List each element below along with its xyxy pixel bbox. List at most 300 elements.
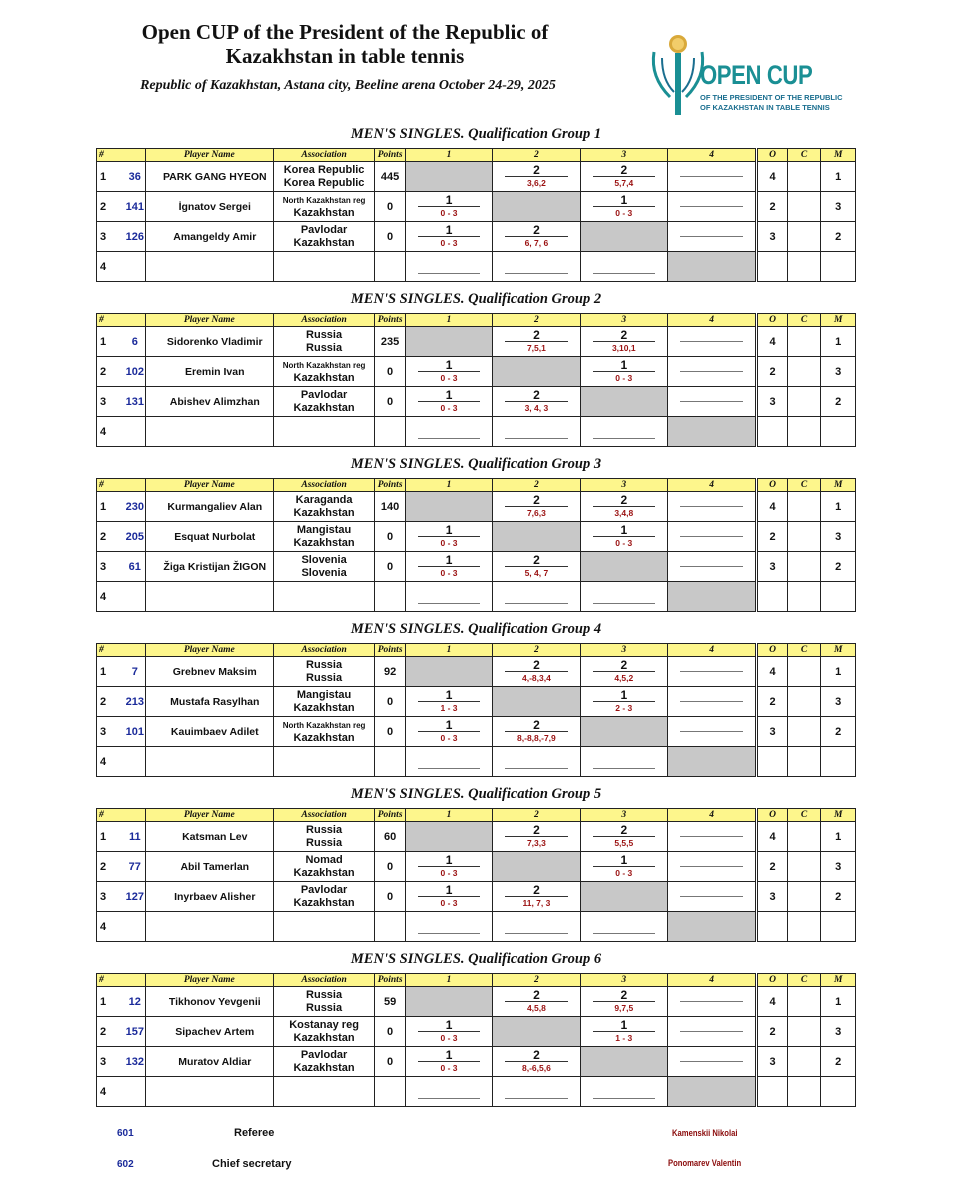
match-set-scores: 4,5,2 (614, 673, 634, 683)
table-row (97, 747, 856, 777)
match-winner-score: 1 (418, 524, 480, 537)
association-country: Kazakhstan (293, 896, 355, 909)
empty-result (667, 522, 756, 552)
table-row (97, 852, 856, 882)
player-position: 3 (97, 882, 146, 912)
player-name: Sipachev Artem (175, 1025, 255, 1038)
match-set-scores: 5, 4, 7 (524, 568, 549, 578)
player-c (787, 717, 821, 747)
player-o (757, 747, 787, 777)
self-cell (580, 387, 667, 417)
col-4: 4 (667, 479, 756, 492)
match-set-scores: 3, 4, 3 (524, 403, 549, 413)
match-set-scores: 0 - 3 (440, 733, 458, 743)
player-o: 3 (757, 387, 787, 417)
player-cell (125, 192, 273, 222)
col-association: Association (273, 479, 375, 492)
player-c (787, 522, 821, 552)
player-c (787, 492, 821, 522)
self-cell (405, 492, 492, 522)
association-cell (273, 1047, 375, 1077)
match-winner-score: 2 (505, 659, 567, 672)
match-winner-score: 1 (418, 719, 480, 732)
match-set-scores: 0 - 3 (615, 868, 633, 878)
match-set-scores: 2 - 3 (615, 703, 633, 713)
player-position: 4 (97, 417, 146, 447)
association-region: North Kazakhstan reg (282, 360, 366, 370)
self-cell (405, 162, 492, 192)
player-o (757, 417, 787, 447)
player-m: 3 (821, 192, 856, 222)
player-name: Katsman Lev (182, 830, 248, 843)
col-4: 4 (667, 974, 756, 987)
col-num: # (97, 974, 146, 987)
empty-result (667, 327, 756, 357)
empty-result (667, 717, 756, 747)
player-o (757, 1077, 787, 1107)
col-points: Points (375, 974, 405, 987)
player-points (375, 912, 405, 942)
player-points: 0 (375, 192, 405, 222)
match-result (405, 687, 492, 717)
empty-result (667, 492, 756, 522)
referee-number: 601 (117, 1128, 134, 1139)
player-o: 2 (757, 852, 787, 882)
association-country: Kazakhstan (293, 536, 355, 549)
match-set-scores: 0 - 3 (440, 373, 458, 383)
match-set-scores: 9,7,5 (614, 1003, 634, 1013)
col-o: O (757, 314, 787, 327)
match-set-scores: 3,6,2 (526, 178, 546, 188)
match-set-scores: 0 - 3 (440, 538, 458, 548)
association-country: Russia (306, 836, 343, 849)
table-row (97, 327, 856, 357)
player-m: 3 (821, 1017, 856, 1047)
match-winner-score: 1 (418, 359, 480, 372)
self-cell (493, 852, 580, 882)
player-position: 4 (97, 747, 146, 777)
match-set-scores: 0 - 3 (440, 868, 458, 878)
match-set-scores: 11, 7, 3 (522, 898, 551, 908)
player-seed: 132 (125, 1055, 144, 1068)
player-points: 0 (375, 687, 405, 717)
player-position: 4 (97, 252, 146, 282)
player-position: 2 (97, 357, 146, 387)
match-set-scores: 4,-8,3,4 (521, 673, 551, 683)
match-set-scores: 0 - 3 (440, 208, 458, 218)
association-cell (273, 252, 375, 282)
col-2: 2 (493, 809, 580, 822)
table-row (97, 822, 856, 852)
col-3: 3 (580, 149, 667, 162)
match-result (493, 822, 580, 852)
player-o: 4 (757, 327, 787, 357)
match-result (405, 522, 492, 552)
player-name: Grebnev Maksim (172, 665, 257, 678)
association-country: Kazakhstan (293, 206, 355, 219)
table-row (97, 882, 856, 912)
association-region: Nomad (305, 853, 343, 866)
player-points: 0 (375, 357, 405, 387)
player-seed: 157 (125, 1025, 144, 1038)
player-c (787, 882, 821, 912)
match-winner-score: 1 (418, 554, 480, 567)
match-winner-score: 1 (418, 224, 480, 237)
association-cell (273, 492, 375, 522)
table-header (97, 809, 856, 822)
player-o: 2 (757, 522, 787, 552)
association-region: Mangistau (296, 523, 352, 536)
empty-result (667, 1017, 756, 1047)
player-m: 1 (821, 822, 856, 852)
player-o: 3 (757, 552, 787, 582)
match-set-scores: 8,-8,8,-7,9 (517, 733, 556, 743)
group-table (96, 478, 856, 612)
association-cell (273, 987, 375, 1017)
match-set-scores: 0 - 3 (615, 538, 633, 548)
match-result (580, 687, 667, 717)
player-name: Abil Tamerlan (180, 860, 250, 873)
empty-result (667, 852, 756, 882)
self-cell (493, 1017, 580, 1047)
empty-result (493, 1077, 580, 1107)
col-2: 2 (493, 314, 580, 327)
match-set-scores: 1 - 3 (615, 1033, 633, 1043)
secretary-label: Chief secretary (212, 1158, 292, 1170)
group-title: MEN'S SINGLES. Qualification Group 1 (350, 126, 602, 142)
match-result (493, 552, 580, 582)
empty-result (667, 882, 756, 912)
association-region: North Kazakhstan reg (282, 720, 366, 730)
player-c (787, 327, 821, 357)
self-cell (667, 417, 756, 447)
player-cell (145, 582, 273, 612)
player-position: 4 (97, 582, 146, 612)
col-association: Association (273, 809, 375, 822)
association-cell (273, 162, 375, 192)
player-position: 1 (97, 822, 146, 852)
self-cell (580, 222, 667, 252)
match-winner-score: 2 (505, 224, 567, 237)
col-m: M (821, 809, 856, 822)
match-winner-score: 2 (505, 164, 567, 177)
player-cell (128, 852, 273, 882)
player-position: 2 (97, 852, 146, 882)
player-c (787, 912, 821, 942)
player-m: 3 (821, 522, 856, 552)
col-num: # (97, 644, 146, 657)
association-region: Pavlodar (300, 388, 348, 401)
col-o: O (757, 479, 787, 492)
empty-result (667, 357, 756, 387)
player-seed: 6 (131, 335, 138, 348)
player-m: 1 (821, 657, 856, 687)
logo-text (700, 60, 900, 113)
player-cell (131, 327, 273, 357)
player-cell (125, 1017, 273, 1047)
col-2: 2 (493, 974, 580, 987)
match-result (493, 657, 580, 687)
col-num: # (97, 809, 146, 822)
player-m (821, 417, 856, 447)
table-header (97, 974, 856, 987)
association-country: Russia (306, 341, 343, 354)
player-name: Amangeldy Amir (173, 230, 257, 243)
association-region: Russia (306, 658, 343, 671)
player-name: PARK GANG HYEON (162, 170, 267, 183)
player-o: 4 (757, 657, 787, 687)
player-c (787, 1047, 821, 1077)
col-3: 3 (580, 974, 667, 987)
table-row (97, 912, 856, 942)
match-set-scores: 5,5,5 (614, 838, 634, 848)
logo-title: OPEN CUP (700, 60, 813, 90)
secretary-number: 602 (117, 1159, 134, 1170)
group-table (96, 148, 856, 282)
table-row (97, 222, 856, 252)
match-result (405, 222, 492, 252)
player-o: 3 (757, 1047, 787, 1077)
association-region: Pavlodar (300, 883, 348, 896)
player-c (787, 987, 821, 1017)
player-seed: 36 (128, 170, 141, 183)
match-result (580, 492, 667, 522)
player-cell (145, 747, 273, 777)
empty-result (405, 747, 492, 777)
col-1: 1 (405, 479, 492, 492)
col-2: 2 (493, 644, 580, 657)
match-winner-score: 1 (593, 194, 655, 207)
match-winner-score: 2 (505, 1049, 567, 1062)
match-result (405, 852, 492, 882)
self-cell (405, 822, 492, 852)
player-seed: 126 (125, 230, 144, 243)
player-m (821, 582, 856, 612)
association-country: Kazakhstan (293, 731, 355, 744)
player-m: 3 (821, 687, 856, 717)
player-cell (125, 522, 273, 552)
player-o: 3 (757, 222, 787, 252)
logo-caption: OF THE PRESIDENT OF THE REPUBLIC OF KAZAKHSTAN IN TABLE TENNIS (700, 93, 843, 112)
player-position: 1 (97, 492, 146, 522)
group-title: MEN'S SINGLES. Qualification Group 4 (350, 621, 602, 637)
col-points: Points (375, 149, 405, 162)
self-cell (405, 327, 492, 357)
player-m: 2 (821, 552, 856, 582)
player-o: 4 (757, 162, 787, 192)
col-association: Association (273, 644, 375, 657)
player-c (787, 1077, 821, 1107)
match-result (493, 162, 580, 192)
player-cell (145, 912, 273, 942)
player-points: 140 (375, 492, 405, 522)
match-winner-score: 2 (505, 389, 567, 402)
player-points: 0 (375, 882, 405, 912)
player-points: 235 (375, 327, 405, 357)
match-winner-score: 1 (418, 1049, 480, 1062)
self-cell (493, 687, 580, 717)
player-c (787, 552, 821, 582)
player-cell (125, 222, 273, 252)
col-o: O (757, 809, 787, 822)
col-name: Player Name (145, 974, 273, 987)
player-c (787, 222, 821, 252)
player-cell (125, 717, 273, 747)
match-set-scores: 0 - 3 (440, 403, 458, 413)
player-c (787, 657, 821, 687)
table-row (97, 552, 856, 582)
col-c: C (787, 149, 821, 162)
table-row (97, 687, 856, 717)
match-set-scores: 7,6,3 (526, 508, 546, 518)
match-result (493, 387, 580, 417)
player-m: 1 (821, 162, 856, 192)
player-o: 4 (757, 987, 787, 1017)
empty-result (667, 687, 756, 717)
col-name: Player Name (145, 149, 273, 162)
match-result (405, 882, 492, 912)
player-position: 1 (97, 987, 146, 1017)
col-4: 4 (667, 314, 756, 327)
player-o: 2 (757, 687, 787, 717)
match-winner-score: 1 (418, 1019, 480, 1032)
match-winner-score: 2 (505, 494, 567, 507)
group-table (96, 973, 856, 1107)
player-position: 3 (97, 717, 146, 747)
player-m: 2 (821, 222, 856, 252)
match-result (405, 1017, 492, 1047)
player-seed: 61 (128, 560, 141, 573)
player-seed: 127 (125, 890, 144, 903)
player-o: 2 (757, 357, 787, 387)
match-set-scores: 0 - 3 (440, 568, 458, 578)
col-m: M (821, 974, 856, 987)
player-o: 3 (757, 717, 787, 747)
empty-result (667, 222, 756, 252)
association-cell (273, 657, 375, 687)
col-m: M (821, 314, 856, 327)
player-name: Muratov Aldiar (178, 1055, 252, 1068)
col-num: # (97, 149, 146, 162)
table-row (97, 492, 856, 522)
self-cell (667, 252, 756, 282)
group-title: MEN'S SINGLES. Qualification Group 5 (350, 786, 602, 802)
empty-result (493, 582, 580, 612)
match-winner-score: 1 (593, 524, 655, 537)
match-result (405, 387, 492, 417)
player-m: 2 (821, 882, 856, 912)
player-c (787, 582, 821, 612)
player-points (375, 417, 405, 447)
player-m (821, 912, 856, 942)
self-cell (493, 522, 580, 552)
player-points: 0 (375, 717, 405, 747)
empty-result (405, 912, 492, 942)
player-points: 445 (375, 162, 405, 192)
match-set-scores: 3,10,1 (611, 343, 636, 353)
player-c (787, 687, 821, 717)
empty-result (667, 1047, 756, 1077)
self-cell (580, 717, 667, 747)
table-header (97, 479, 856, 492)
col-o: O (757, 149, 787, 162)
match-winner-score: 1 (418, 854, 480, 867)
empty-result (667, 162, 756, 192)
player-cell (145, 252, 273, 282)
player-c (787, 852, 821, 882)
association-region: Russia (306, 328, 343, 341)
association-country: Kazakhstan (293, 1031, 355, 1044)
match-result (405, 357, 492, 387)
group-table (96, 808, 856, 942)
player-points: 92 (375, 657, 405, 687)
association-cell (273, 417, 375, 447)
match-result (405, 192, 492, 222)
match-set-scores: 4,5,8 (526, 1003, 546, 1013)
page-header (0, 0, 974, 125)
match-set-scores: 5,7,4 (614, 178, 634, 188)
association-region: Russia (306, 823, 343, 836)
empty-result (493, 252, 580, 282)
association-cell (273, 327, 375, 357)
col-3: 3 (580, 314, 667, 327)
match-result (493, 987, 580, 1017)
col-name: Player Name (145, 479, 273, 492)
empty-result (580, 912, 667, 942)
player-name: Žiga Kristijan ŽIGON (163, 560, 267, 573)
col-1: 1 (405, 974, 492, 987)
match-winner-score: 2 (505, 884, 567, 897)
player-name: Kauimbaev Adilet (170, 725, 259, 738)
match-result (493, 327, 580, 357)
empty-result (405, 1077, 492, 1107)
table-row (97, 162, 856, 192)
empty-result (580, 747, 667, 777)
player-c (787, 1017, 821, 1047)
player-position: 4 (97, 1077, 146, 1107)
page-subtitle: Republic of Kazakhstan, Astana city, Beeline arena October 24-29, 2025 (140, 78, 556, 93)
table-row (97, 192, 856, 222)
self-cell (667, 582, 756, 612)
match-winner-score: 2 (505, 989, 567, 1002)
player-points (375, 582, 405, 612)
match-winner-score: 2 (593, 494, 655, 507)
col-2: 2 (493, 149, 580, 162)
player-m: 3 (821, 852, 856, 882)
match-result (580, 192, 667, 222)
association-region: Mangistau (296, 688, 352, 701)
player-cell (125, 1047, 273, 1077)
association-country: Kazakhstan (293, 371, 355, 384)
col-c: C (787, 314, 821, 327)
col-1: 1 (405, 149, 492, 162)
empty-result (580, 252, 667, 282)
table-row (97, 717, 856, 747)
player-o: 4 (757, 822, 787, 852)
col-name: Player Name (145, 644, 273, 657)
association-country: Russia (306, 1001, 343, 1014)
self-cell (667, 747, 756, 777)
player-seed: 12 (128, 995, 141, 1008)
player-c (787, 252, 821, 282)
match-winner-score: 2 (505, 554, 567, 567)
player-points (375, 252, 405, 282)
association-cell (273, 882, 375, 912)
association-cell (273, 222, 375, 252)
player-o (757, 252, 787, 282)
match-set-scores: 3,4,8 (614, 508, 634, 518)
player-cell (128, 552, 273, 582)
